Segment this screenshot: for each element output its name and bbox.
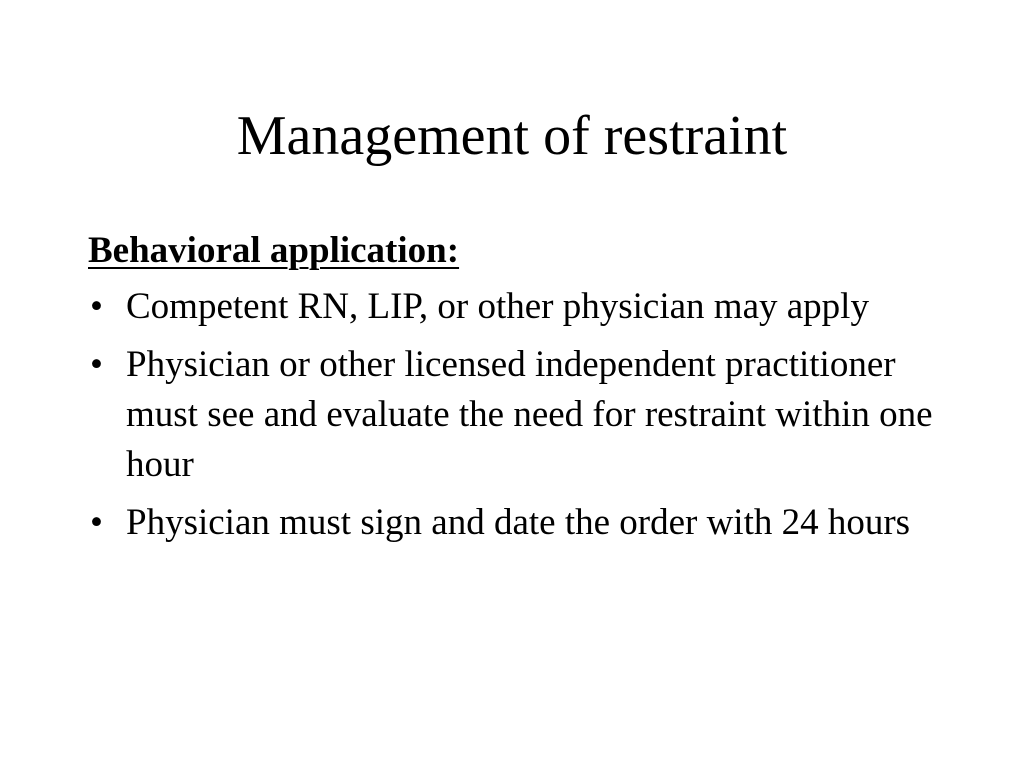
bullet-item — [88, 340, 948, 490]
slide-content — [88, 226, 948, 556]
bullet-text: Physician must sign and date the order with 24 hours — [126, 502, 911, 543]
section-heading: Behavioral application: — [88, 230, 460, 271]
bullet-item — [88, 498, 948, 548]
bullet-icon: • — [90, 344, 103, 385]
bullet-text: Physician or other licensed independent practitioner must see and evaluate the need for restraint within one hour — [126, 344, 933, 485]
bullet-item — [88, 282, 948, 332]
bullet-icon: • — [90, 286, 103, 327]
bullet-list — [88, 282, 948, 548]
bullet-icon: • — [90, 502, 103, 543]
slide-title: Management of restraint — [236, 105, 788, 167]
bullet-text: Competent RN, LIP, or other physician may apply — [126, 286, 869, 327]
